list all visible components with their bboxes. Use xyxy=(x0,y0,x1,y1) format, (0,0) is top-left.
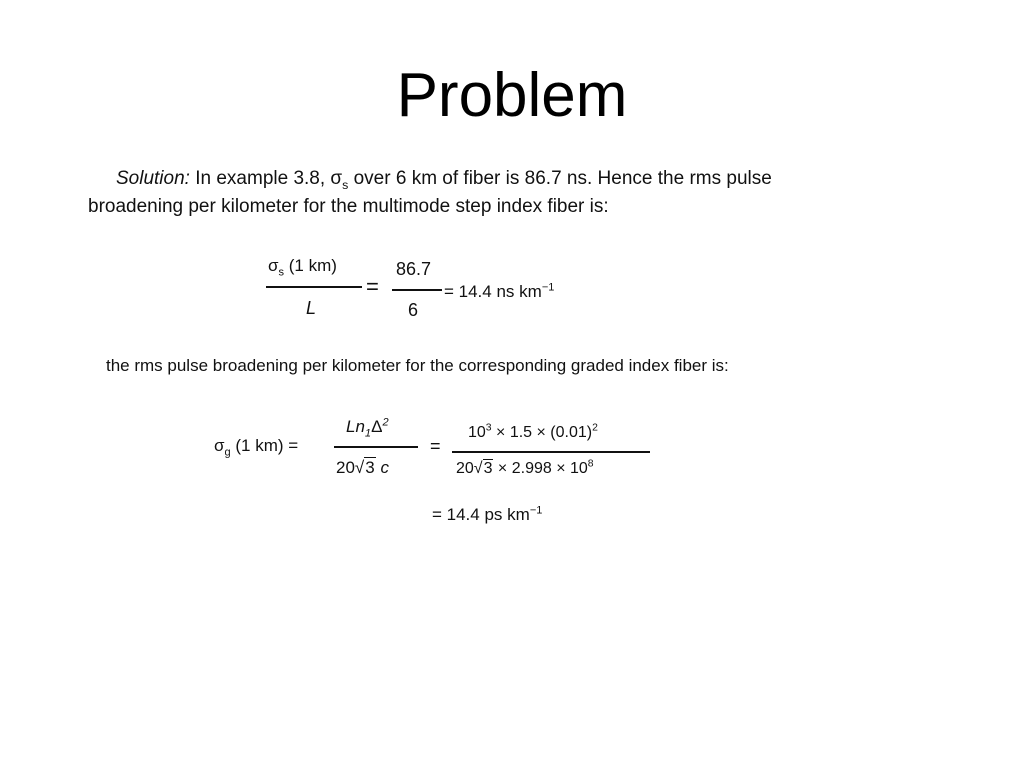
eq2-final-sup: −1 xyxy=(529,504,543,517)
eq2-sigma: σ xyxy=(214,436,225,455)
solution-line-1 xyxy=(116,168,772,190)
solution-line-1-text-a: In example 3.8, σ xyxy=(195,168,343,189)
solution-line-1-text-b: over 6 km of fiber is 86.7 ns. Hence the rms pulse xyxy=(348,168,772,189)
eq2-rnum-b: × 1.5 × (0.01) xyxy=(491,424,593,441)
eq1-sigma: σ xyxy=(268,256,279,275)
eq2-rnum-a: 10 xyxy=(468,424,486,441)
eq1-num-rest: (1 km) xyxy=(284,256,337,275)
eq2-result-denominator xyxy=(456,460,594,478)
eq1-fraction-bar-2 xyxy=(392,289,442,291)
eq2-rnum-sup2: 2 xyxy=(592,422,598,434)
eq2-final xyxy=(432,505,542,525)
eq2-numerator xyxy=(346,416,389,440)
eq1-frac-denominator: 6 xyxy=(408,300,419,320)
eq1-equals: = xyxy=(366,274,379,299)
eq2-rden-b: × 2.998 × 10 xyxy=(493,460,588,477)
solution-label: Solution: xyxy=(116,168,190,189)
eq2-den-c: c xyxy=(375,458,389,477)
eq2-result-numerator xyxy=(468,424,598,442)
eq1-result xyxy=(444,282,554,302)
eq2-final-text: = 14.4 ps km xyxy=(432,505,530,524)
eq2-den-a: 20 xyxy=(336,458,355,477)
solution-line-2: broadening per kilometer for the multimode step index fiber is: xyxy=(88,196,609,217)
eq2-equals: = xyxy=(430,436,441,456)
graded-text: the rms pulse broadening per kilometer for the corresponding graded index fiber is: xyxy=(106,356,729,375)
eq2-num-a: Ln xyxy=(346,417,365,436)
eq1-result-text: = 14.4 ns km xyxy=(444,282,542,301)
sqrt-icon: √ xyxy=(473,460,483,477)
eq2-num-sup: 2 xyxy=(382,416,389,429)
eq2-num-sub: 1 xyxy=(364,427,372,440)
eq2-denominator xyxy=(336,458,389,478)
slide-title: Problem xyxy=(396,61,628,130)
sqrt-icon: √ xyxy=(354,458,365,477)
eq1-frac-numerator: 86.7 xyxy=(396,259,432,279)
eq2-rden-sup: 8 xyxy=(587,458,594,470)
eq2-rden-a: 20 xyxy=(456,460,474,477)
eq1-result-sup: −1 xyxy=(541,281,555,294)
eq1-denominator: L xyxy=(306,298,317,318)
eq1-fraction-bar-1 xyxy=(266,286,362,288)
eq2-lhs-rest: (1 km) = xyxy=(230,436,299,455)
eq2-num-delta: Δ xyxy=(371,417,383,436)
eq2-den-root: 3 xyxy=(365,458,375,477)
solution-line-1-sub: s xyxy=(342,177,349,192)
eq2-fraction-bar-1 xyxy=(334,446,418,448)
eq2-fraction-bar-2 xyxy=(452,451,650,453)
eq1-numerator xyxy=(268,256,337,279)
eq1-sigma-sub: s xyxy=(278,266,285,279)
eq2-rden-root: 3 xyxy=(483,460,493,477)
eq2-sigma-sub: g xyxy=(224,446,231,459)
eq2-rnum-sup1: 3 xyxy=(485,422,492,434)
eq2-lhs xyxy=(214,436,299,459)
